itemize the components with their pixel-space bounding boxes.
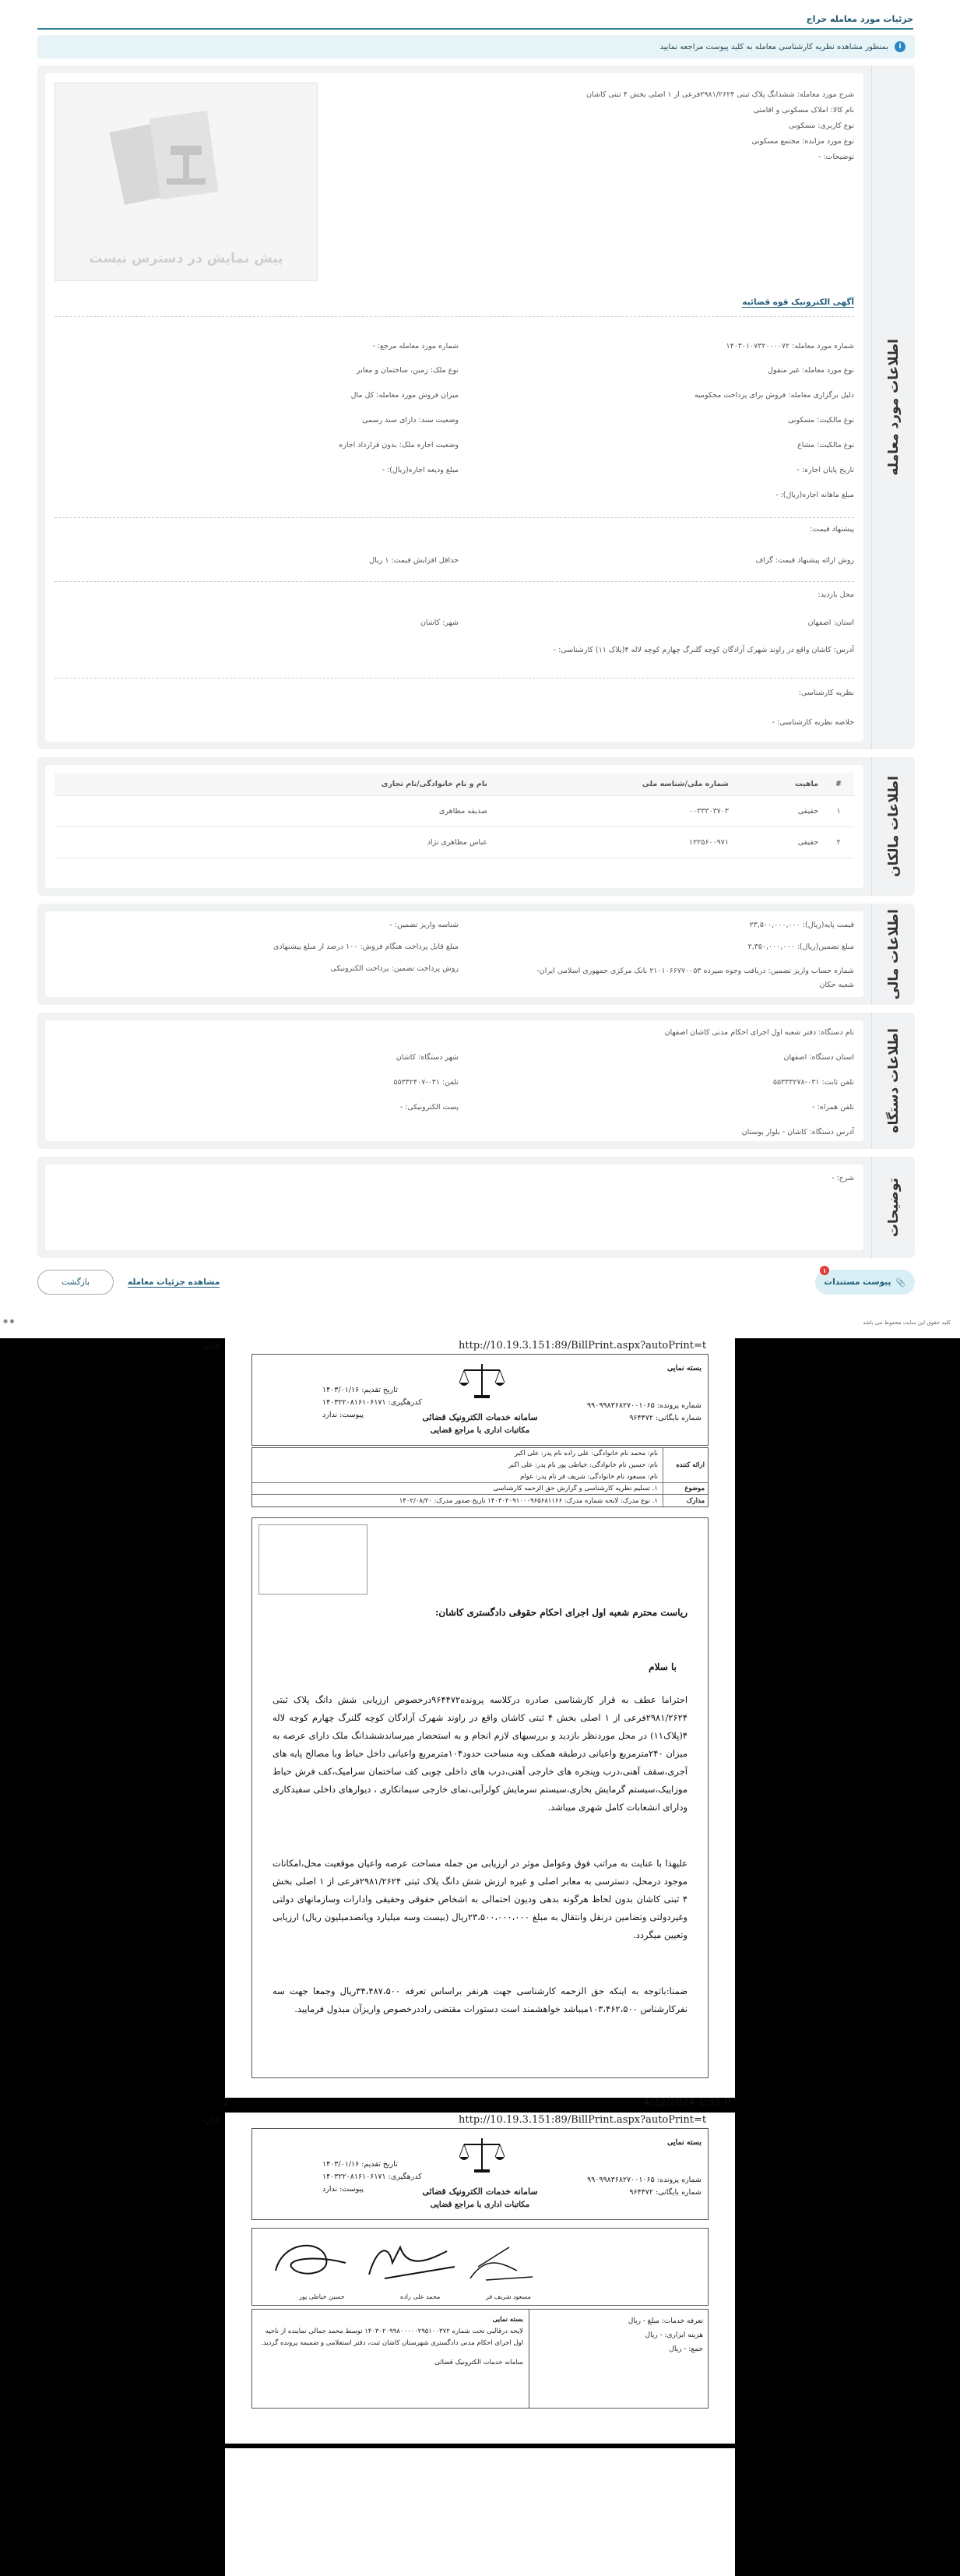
- financial-body: [45, 911, 863, 997]
- deposit-id: شناسه واریز تضمین: -: [389, 921, 459, 929]
- alert-text: بمنظور مشاهده نظریه کارشناسی معامله به کلید پیوست مراجعه نمایید: [659, 42, 888, 51]
- fee-cost: هزینه ابزاری: - ریال: [645, 2331, 703, 2339]
- item-notes: توضیحات: -: [818, 153, 854, 161]
- paragraph-2: علیهذا با عنایت به مراتب فوق وعوامل موثر در ارزیابی من جمله مساحت عرصه واعیان موقعیت محل،امکانات موجود درمحل، دسترسی به معابر اصلی و غیره ارزش شش دانگ پلاک ثبتی ۲۹۸۱/۲۶۲۴فرعی از ۱ اصلی بخش ۴ ثبتی کاشان بدون لحاظ هرگونه بدهی ودیون احتمالی به اشخاص حقوقی وحقیقی وادارات وسازمانهای دولتی وغیردولتی وتضامین درنقل وانتقال به مبلغ ۲۳،۵۰۰،۰۰۰،۰۰۰ریال (بیست وسه میلیارد وپانصدمیلیون ریال) ارزیابی وتعیین میگردد.: [273, 1858, 687, 1940]
- owner-type: حقیقی: [797, 838, 818, 847]
- case-number: شماره پرونده: ۹۹۰۹۹۸۳۶۸۲۷۰۰۱۰۶۵: [587, 1401, 702, 1410]
- section-label: اطلاعات دستگاه: [871, 1013, 915, 1149]
- agency-mobile: تلفن همراه: -: [812, 1103, 854, 1112]
- extra-text: شرح: -: [832, 1174, 854, 1182]
- print-label: چاپ: [203, 2114, 221, 2125]
- lease-status: وضعیت اجاره ملک: بدون قرارداد اجاره: [339, 441, 459, 449]
- section-label: توضیحات: [871, 1157, 915, 1258]
- fee-box: [251, 2309, 709, 2409]
- greeting: با سلام: [649, 1662, 677, 1672]
- table-row: [55, 827, 854, 858]
- stamp-block: [258, 2314, 523, 2369]
- seizure-type: نوع مالکیت: مشاع: [797, 441, 854, 449]
- attachments-button[interactable]: [815, 1267, 915, 1295]
- header-divider: [37, 28, 913, 30]
- divider: [55, 316, 854, 317]
- attachment-status: پیوست: ندارد: [322, 2185, 364, 2194]
- agency-email: پست الکترونیکی: -: [399, 1103, 459, 1112]
- archive-number: شماره بایگانی: ۹۶۴۴۷۲: [629, 2188, 702, 2197]
- item-bid-type: نوع مورد مزایده: مجتمع مسکونی: [751, 137, 854, 146]
- case-number: شماره پرونده: ۹۹۰۹۹۸۳۶۸۲۷۰۰۱۰۶۵: [587, 2176, 702, 2184]
- deed-status: وضعیت سند: دارای سند رسمی: [362, 416, 459, 425]
- agency-phone: تلفن ثابت: ۰۳۱-۵۵۳۳۳۲۷۸: [772, 1078, 854, 1087]
- visit-heading: محل بازدید:: [818, 590, 854, 599]
- item-type: نوع مورد معامله: غیر منقول: [768, 366, 854, 375]
- signer-name: حسین خیاطی پور: [299, 2293, 345, 2300]
- details-link[interactable]: مشاهده جزئیات معامله: [128, 1277, 220, 1287]
- tracking-code: کدرهگیری: ۱۴۰۳۲۲۰۸۱۶۱۰۶۱۷۱: [322, 1398, 422, 1407]
- attachments-label: پیوست مستندات: [824, 1277, 891, 1287]
- agency-name: نام دستگاه: دفتر شعبه اول اجرای احکام مدنی کاشان اصفهان: [664, 1028, 854, 1037]
- copyright-text: کلیه حقوق این سایت محفوظ می باشد: [863, 1320, 951, 1326]
- owner-type: حقیقی: [797, 807, 818, 816]
- guarantee-amount: مبلغ تضمین(ریال): ۲,۳۵۰,۰۰۰,۰۰۰: [747, 943, 854, 951]
- property-type: نوع ملک: زمین، ساختمان و معابر: [356, 366, 459, 375]
- agency-address: آدرس دستگاه: کاشان - بلوار بوستان: [741, 1128, 854, 1136]
- visit-city: شهر: کاشان: [420, 618, 459, 627]
- signatures-image: [252, 2232, 708, 2294]
- agency-body: [45, 1020, 863, 1141]
- emblem-icon: ◉ ◉: [3, 1318, 15, 1324]
- print-url: http://10.19.3.151:89/BillPrint.aspx?autoPrint=t: [459, 1340, 707, 1351]
- owner-id: ۱۲۲۵۶۰۰۹۷۱: [688, 838, 729, 847]
- submit-date: تاریخ تقدیم: ۱۴۰۳/۰۱/۱۶: [322, 1386, 398, 1394]
- tracking-code: کدرهگیری: ۱۴۰۳۲۲۰۸۱۶۱۰۶۱۷۱: [322, 2173, 422, 2181]
- lease-term: تاریخ پایان اجاره: -: [796, 466, 854, 474]
- monthly-rent: مبلغ ماهانه اجاره(ریال): -: [775, 491, 854, 499]
- addressee: ریاست محترم شعبه اول اجرای احکام حقوقی دادگستری کاشان:: [434, 1607, 687, 1618]
- auction-info-body: [45, 73, 863, 742]
- owners-body: [45, 765, 863, 888]
- page-title: جزئیات مورد معامله حراج: [806, 14, 913, 24]
- paragraph-3: ضمنا:باتوجه به اینکه حق الزحمه کارشناسی جهت هرنفر براساس تعرفه ۳۴،۴۸۷،۵۰۰ریال وجمعا جهت سه نفرکارشناس ۱۰۳،۴۶۲،۵۰۰میباشد خواهشمند است دستورات مقتضی راددرخصوص واریزآن مبذول فرمایید.: [273, 1986, 687, 2014]
- divider: [55, 581, 854, 582]
- subject-label: موضوع: [663, 1483, 708, 1494]
- letter-header: [251, 2128, 709, 2220]
- signatures-box: [251, 2228, 709, 2306]
- item-usage: نوع کاربری: مسکونی: [788, 122, 854, 130]
- scales-of-justice-icon: [455, 2135, 509, 2174]
- agency-section: [37, 1013, 915, 1149]
- owner-name: صدیقه مظاهری: [438, 807, 487, 816]
- column-header: شماره ملی/شناسه ملی: [642, 780, 729, 788]
- payable-amount: مبلغ قابل پرداخت هنگام فروش: ۱۰۰ درصد از مبلغ پیشنهادی: [273, 943, 459, 951]
- page-header: [37, 11, 913, 30]
- print-url: http://10.19.3.151:89/BillPrint.aspx?autoPrint=t: [459, 2114, 707, 2126]
- docs-text: ۱. نوع مدرک: لایحه شماره مدرک: ۱۴۰۳۰۲۰۹۱۰۰۰۹۶۵۶۸۱۱۶۶ تاریخ صدور مدرک: ۱۴۰۲/۰۸/۲۰: [399, 1496, 658, 1505]
- print-page-blank: [225, 2448, 735, 2576]
- fee-title: تعرفه خدمات: مبلغ - ریال: [628, 2317, 703, 2325]
- agency-fax: تلفن: ۰۳۱-۵۵۳۳۲۴۰۷: [393, 1078, 459, 1087]
- submit-date: تاریخ تقدیم: ۱۴۰۳/۰۱/۱۶: [322, 2160, 398, 2169]
- stamp-footer: سامانه خدمات الکترونیک قضائی: [434, 2359, 523, 2366]
- ref-number: شماره مورد معامله مرجع: -: [372, 342, 459, 351]
- financial-section: [37, 904, 915, 1005]
- qr-placeholder: [258, 1524, 367, 1595]
- back-button[interactable]: بازگشت: [37, 1270, 114, 1295]
- auction-info-section: [37, 65, 915, 749]
- section-label: اطلاعات مالکان: [871, 757, 915, 896]
- attachments-count-badge: ۱: [820, 1266, 829, 1275]
- min-increment: حداقل افزایش قیمت: ۱ ریال: [369, 556, 459, 565]
- column-header: #: [835, 780, 842, 788]
- print-page-2: [203, 2113, 735, 2444]
- payment-method: روش پرداخت تضمین: پرداخت الکترونیکی: [330, 964, 459, 973]
- sale-reason: دلیل برگزاری معامله: فروش برای پرداخت محکومیه: [694, 391, 854, 400]
- info-icon: i: [895, 41, 905, 52]
- letter-body: [251, 1517, 709, 2078]
- owner-id: ۰۰۳۳۳۰۳۷۰۳: [688, 807, 729, 816]
- row-number: ۲: [836, 838, 841, 847]
- item-name: نام کالا: املاک مسکونی و اقامتی: [753, 106, 854, 115]
- system-name: سامانه خدمات الکترونیک قضائی: [422, 1412, 538, 1422]
- doc-label: بسته نمایی: [667, 1364, 702, 1373]
- base-price: قیمت پایه(ریال): ۲۳,۵۰۰,۰۰۰,۰۰۰: [749, 921, 854, 929]
- paragraph-1: احتراما عطف به قرار کارشناسی صادره درکلاسه پرونده۹۶۴۴۷۲درخصوص ارزیابی شش دانگ پلاک ثبتی ۲۹۸۱/۲۶۲۴فرعی از ۱ اصلی بخش ۴ ثبتی کاشان واقع در راوند شهرک آزادگان کوچه گلنرگ چهارم کوچه لاله ۴(پلاک۱۱) در محل موردنظر بازدید و بررسیهای لازم انجام و به استحضار میرساندششدانگ ملک دارای عرصه به میزان ۲۴۰مترمربع واعیانی درطبقه همکف وبه مساحت حدود۱۰۴مترمربع واعیانی داخل حیاط وبا مصالح پایه های آجری،سقف آهنی،درب وپنجره های خارجی آهنی،درب های داخلی چوبی کف ساختمان سرامیک،کف فرش حیاط موزاییک،سیستم گرمایش بخاری،سیستم سرمایش کولرآبی،نمای خارجی سیمانکاری ، دیوارهای داخلی سفیدکاری ودارای انشعابات کامل شهری میباشد.: [273, 1694, 688, 1813]
- print-page-number: 2: [223, 2097, 230, 2109]
- table-header-row: [55, 773, 854, 796]
- info-alert: [37, 35, 915, 58]
- fee-details: [529, 2310, 708, 2408]
- ownership-type: نوع مالکیت: مسکونی: [787, 416, 854, 425]
- price-heading: پیشنهاد قیمت:: [810, 525, 854, 534]
- lease-deposit: مبلغ ودیعه اجاره(ریال): -: [382, 466, 459, 474]
- subject-text: ۱. تسلیم نظریه کارشناسی و گزارش حق الزحمه کارشناسی: [493, 1485, 658, 1492]
- owner-name: عباس مظاهری نژاد: [427, 838, 487, 847]
- party-label: ارائه کننده: [663, 1448, 708, 1482]
- party-row: نام: مسعود نام خانوادگی: شریف فر نام پدر: عوام: [520, 1472, 658, 1481]
- expert-summary: خلاصه نظریه کارشناسی: -: [772, 718, 854, 727]
- placeholder-caption: پیش نمایش در دسترس نیست: [89, 251, 283, 266]
- print-page-1: [203, 1338, 735, 2098]
- docs-label: مدارک: [663, 1495, 708, 1506]
- attachment-status: پیوست: ندارد: [322, 1411, 364, 1419]
- system-name: سامانه خدمات الکترونیک قضائی: [422, 2187, 538, 2197]
- visit-province: استان: اصفهان: [807, 618, 854, 627]
- extra-section: [37, 1157, 915, 1258]
- stamp-text: لایحه درقالبی تحت شماره ۱۴۰۳۰۲۰۹۹۸۰۰۰۰۰۲۹۵۱۰۰۳۷۲ توسط محمد جمالی نماینده از ناحیه اول اجرای احکام مدنی دادگستری شهرستان کاشان ثبت، دفتر استعلامی و ضمیمه پرونده گردید.: [261, 2328, 523, 2347]
- signer-name: مسعود شریف فر: [486, 2293, 531, 2300]
- stamp-title: بسته نمایی: [492, 2316, 523, 2324]
- sale-share: میزان فروش مورد معامله: کل مال: [350, 391, 459, 400]
- paperclip-icon: 📎: [895, 1277, 906, 1288]
- party-row: نام: محمد نام خانوادگی: علی راده نام پدر: علی اکبر: [514, 1449, 658, 1457]
- owners-table: [55, 773, 854, 858]
- section-label: اطلاعات مالی: [871, 904, 915, 1005]
- column-header: نام و نام خانوادگی/نام تجاری: [381, 780, 487, 788]
- gavel-icon: [54, 83, 317, 239]
- site-footer: [0, 1316, 960, 1329]
- visit-address: آدرس: کاشان واقع در راوند شهرک آزادگان کوچه گلنرگ چهارم کوچه لاله ۴(پلاک ۱۱) کارشناسی: -: [553, 646, 854, 654]
- section-label: اطلاعات مورد معامله: [871, 65, 915, 749]
- item-image-placeholder: [55, 83, 318, 281]
- price-method: روش ارائه پیشنهاد قیمت: گزاف: [755, 556, 854, 565]
- electronic-ad-link[interactable]: آگهی الکترونیک قوه قضائیه: [742, 298, 854, 307]
- parties-table: [251, 1447, 709, 1507]
- print-label: چاپ: [203, 1340, 221, 1351]
- letter-header: [251, 1354, 709, 1446]
- system-subtitle: مکاتبات اداری با مراجع قضایی: [430, 1426, 530, 1435]
- fee-total: جمع: - ریال: [669, 2345, 703, 2353]
- system-subtitle: مکاتبات اداری با مراجع قضایی: [430, 2201, 530, 2209]
- row-number: ۱: [836, 807, 841, 816]
- table-row: [55, 796, 854, 827]
- owners-section: [37, 757, 915, 896]
- signer-name: محمد علی راده: [400, 2293, 441, 2300]
- party-row: نام: حسین نام خانوادگی: خیاطی پور نام پدر: علی اکبر: [508, 1461, 658, 1469]
- agency-province: استان دستگاه: اصفهان: [783, 1053, 854, 1062]
- item-number: شماره مورد معامله: ۱۴۰۳۰۱۰۷۳۲۰۰۰۰۷۲: [726, 342, 854, 351]
- column-header: ماهیت: [795, 780, 818, 788]
- expert-heading: نظریه کارشناسی:: [798, 689, 854, 697]
- deposit-account: شماره حساب واریز تضمین: دریافت وجوه سپرده ۲۱۰۱۰۶۶۷۷۰۰۵۳ بانک مرکزی جمهوری اسلامی ایران- شعبه حکان: [536, 967, 854, 989]
- print-timestamp: 4/22/2024 1:31 P: [643, 2097, 730, 2109]
- agency-city: شهر دستگاه: کاشان: [396, 1053, 459, 1062]
- extra-body: [45, 1165, 863, 1250]
- archive-number: شماره بایگانی: ۹۶۴۴۷۲: [629, 1414, 702, 1422]
- printout-background: [0, 1338, 960, 2576]
- item-description: شرح مورد معامله: ششدانگ پلاک ثبتی ۲۹۸۱/۲۶۲۴فرعی از ۱ اصلی بخش ۴ ثبتی کاشان: [586, 90, 854, 99]
- divider: [55, 517, 854, 518]
- doc-label: بسته نمایی: [667, 2138, 702, 2147]
- scales-of-justice-icon: [455, 1361, 509, 1400]
